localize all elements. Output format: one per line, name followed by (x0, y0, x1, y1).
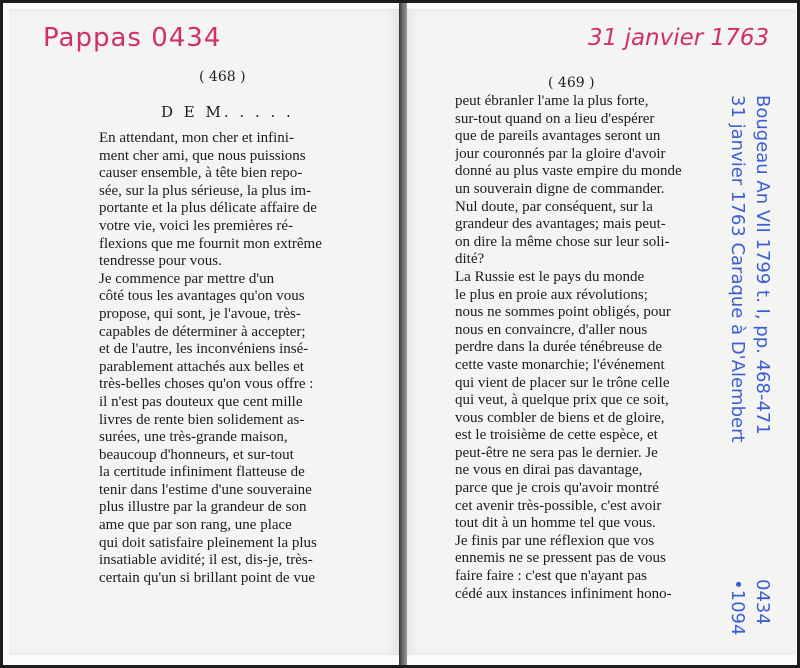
text-line: En attendant, mon cher et infini- (99, 130, 294, 146)
handwritten-shelfmark: Pappas 0434 (43, 23, 222, 53)
handwritten-number-bottom: •1094 (727, 579, 748, 636)
handwritten-source-note: Bougeau An VII 1799 t. I, pp. 468-471 (752, 95, 773, 435)
right-text-column (455, 93, 701, 603)
text-line: propose, qui sont, je l'avoue, très- (99, 305, 301, 322)
text-line: surées, une très-grande maison, (99, 429, 288, 446)
text-line: sée, sur la plus sérieuse, la plus im- (99, 182, 312, 199)
right-page-number: ( 469 ) (548, 75, 595, 91)
text-line: Je finis par une réflexion que vos (455, 532, 655, 549)
text-line: cet avenir très-possible, c'est avoir (455, 497, 662, 514)
text-line: portante et la plus délicate affaire de (99, 200, 317, 217)
text-line: qui vient de placer sur le trône celle (455, 374, 670, 391)
handwritten-citation-note: 31 janvier 1763 Caraque à D'Alembert (727, 95, 748, 443)
text-line: certain qu'un si brillant point de vue (99, 569, 315, 586)
text-line: capables de déterminer à accepter; (99, 323, 306, 340)
text-line: La Russie est le pays du monde (455, 268, 645, 285)
text-line: jour couronnés par la gloire d'avoir (455, 145, 666, 162)
left-page-number: ( 468 ) (199, 69, 246, 85)
text-line: que de pareils avantages seront un (455, 128, 661, 145)
text-line: votre vie, voici les premières ré- (99, 217, 294, 234)
text-line: faire faire : c'est que n'ayant pas (455, 568, 647, 585)
text-line: peut ébranler l'ame la plus forte, (455, 93, 649, 109)
text-line: grandeur des avantages; mais peut- (455, 216, 666, 233)
text-line: parablement attachés aux belles et (99, 358, 304, 375)
text-line: Je commence par mettre d'un (99, 270, 275, 287)
text-line: nous en convaincre, d'aller nous (455, 321, 648, 338)
text-line: causer ensemble, à tête bien repo- (99, 165, 303, 182)
text-line: nous ne sommes point obligés, pour (455, 304, 671, 321)
text-line: la certitude infiniment flatteuse de (99, 464, 305, 481)
text-line: ennemis ne se pressent pas de vous (455, 550, 666, 567)
handwritten-number-top: 0434 (752, 579, 773, 625)
text-line: tenir dans l'estime d'une souveraine (99, 481, 312, 498)
text-line: un souverain digne de commander. (455, 180, 665, 197)
text-line: Nul doute, par conséquent, sur la (455, 198, 653, 215)
text-line: donné au plus vaste empire du monde (455, 163, 682, 180)
text-line: sur-tout quand on a lieu d'espérer (455, 110, 655, 127)
text-line: tendresse pour vous. (99, 253, 222, 270)
letter-heading: D E M. . . . . (161, 103, 294, 121)
text-line: insatiable avidité; il est, dis-je, très- (99, 552, 313, 569)
text-line: cette vaste monarchie; l'événement (455, 356, 665, 373)
text-line: livres de rente bien solidement as- (99, 411, 305, 428)
text-line: tout dit à un homme tel que vous. (455, 515, 656, 532)
text-line: il n'est pas douteux que cent mille (99, 393, 303, 410)
handwritten-date: 31 janvier 1763 (588, 25, 770, 51)
text-line: qui veut, à quelque prix que ce soit, (455, 392, 669, 409)
text-line: perdre dans la durée ténébreuse de (455, 339, 662, 356)
text-line: côté tous les avantages qu'on vous (99, 288, 305, 305)
text-line: beaucoup d'honneurs, et sur-tout (99, 446, 294, 463)
text-line: ment cher ami, que nous puissions (99, 147, 306, 164)
text-line: est le troisième de cette espèce, et (455, 427, 658, 444)
left-text-column (99, 130, 351, 587)
text-line: et de l'autre, les inconvéniens insé- (99, 341, 309, 358)
text-line: parce que je crois qu'avoir montré (455, 480, 659, 497)
text-line: ame que par son rang, une place (99, 517, 292, 534)
text-line: on dire la même chose sur leur soli- (455, 233, 670, 250)
text-line: plus illustre par la grandeur de son (99, 499, 307, 516)
text-line: le plus en proie aux révolutions; (455, 286, 648, 303)
text-line: qui doit satisfaire pleinement la plus (99, 534, 317, 551)
text-line: flexions que me fournit mon extrême (99, 235, 322, 252)
book-binding (399, 3, 407, 665)
text-line: cédé aux instances infiniment hono- (455, 585, 672, 602)
text-line: vous combler de biens et de gloire, (455, 409, 665, 426)
text-line: dité? (455, 251, 485, 268)
text-line: très-belles choses qu'on vous offre : (99, 376, 314, 393)
text-line: ne vous en dirai pas davantage, (455, 462, 643, 479)
text-line: peut-être ne sera pas le dernier. Je (455, 444, 658, 461)
